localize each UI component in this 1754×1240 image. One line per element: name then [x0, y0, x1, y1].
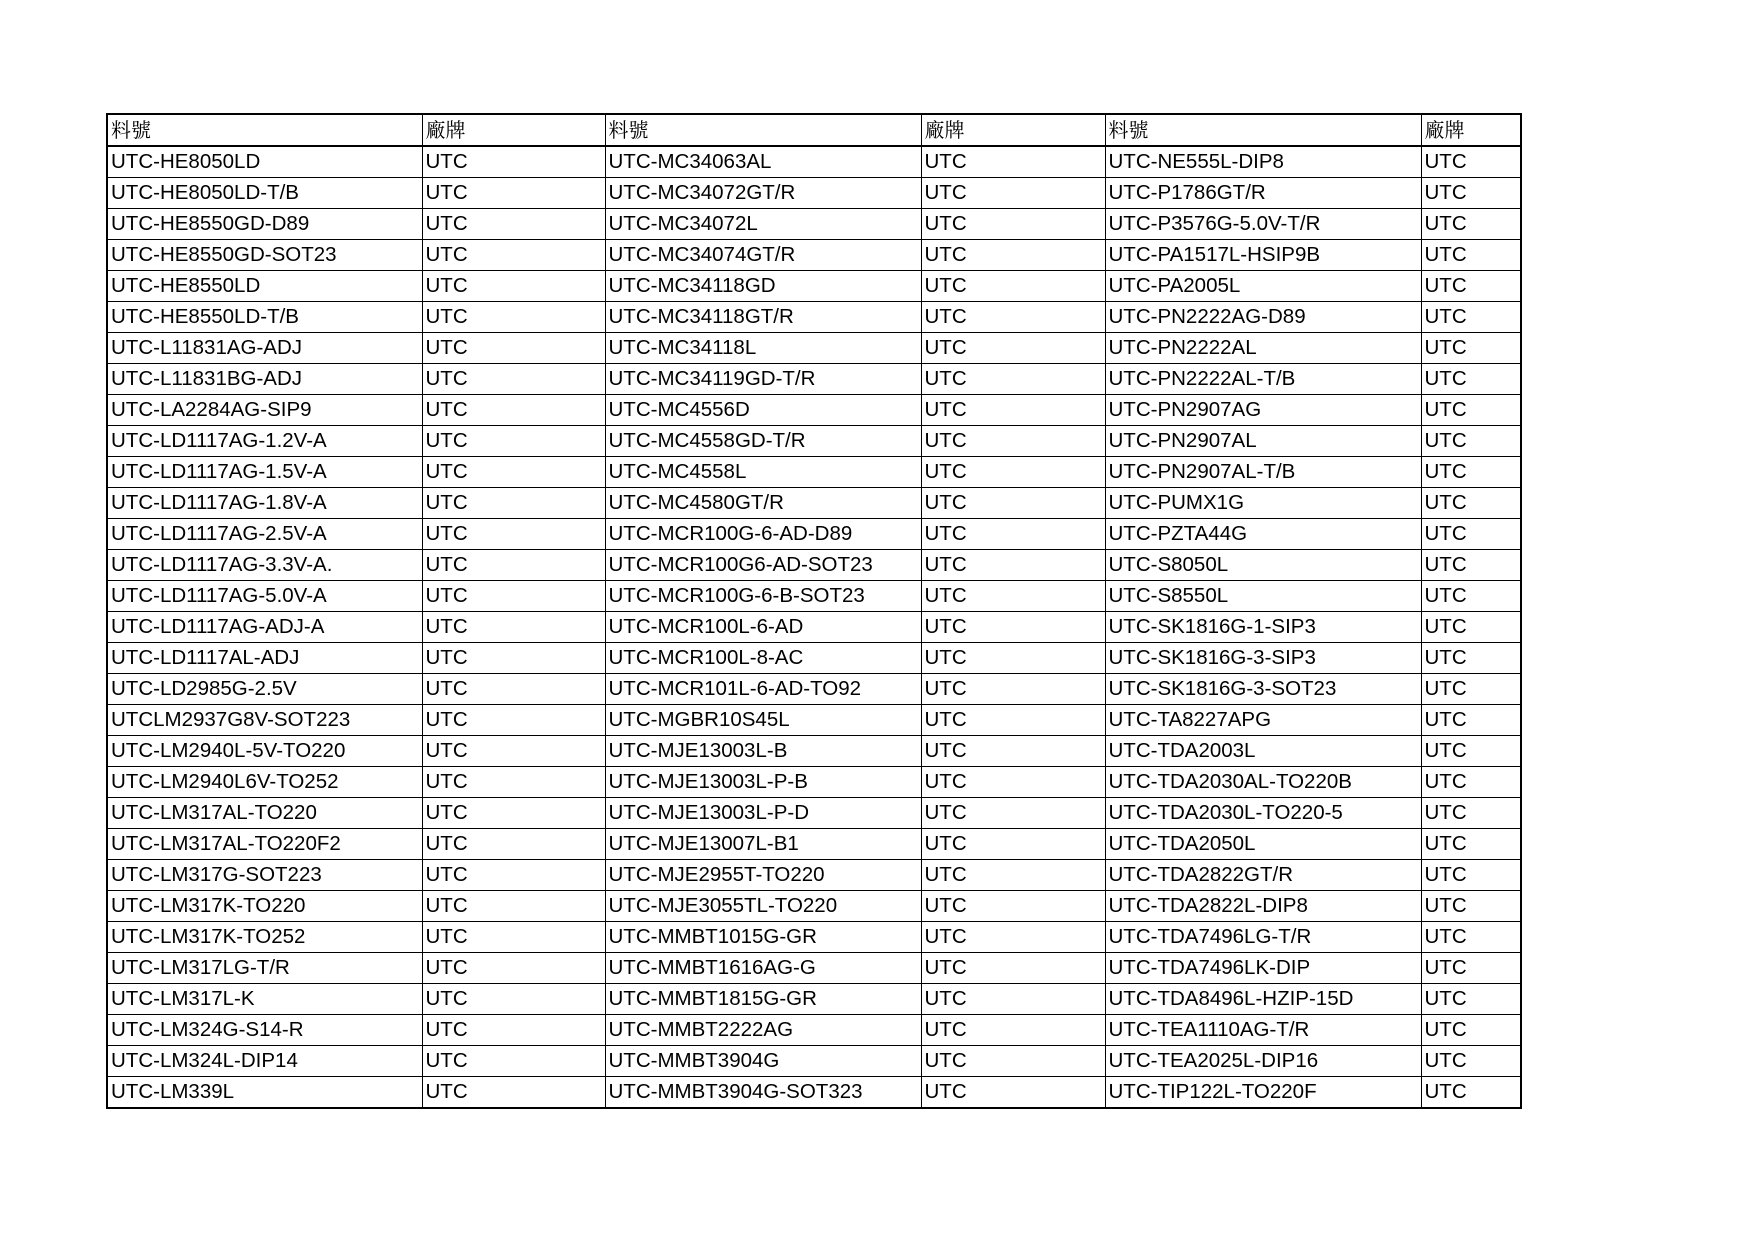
- part-number-cell: UTC-L11831BG-ADJ: [107, 364, 422, 395]
- part-number-cell: UTC-PUMX1G: [1105, 488, 1421, 519]
- brand-cell: UTC: [422, 146, 605, 178]
- brand-cell: UTC: [921, 1046, 1105, 1077]
- brand-cell: UTC: [921, 240, 1105, 271]
- part-number-cell: UTC-HE8050LD-T/B: [107, 178, 422, 209]
- brand-cell: UTC: [1421, 1046, 1521, 1077]
- brand-cell: UTC: [921, 1015, 1105, 1046]
- part-number-cell: UTC-LD1117AG-ADJ-A: [107, 612, 422, 643]
- part-number-cell: UTC-LD1117AG-1.5V-A: [107, 457, 422, 488]
- part-number-cell: UTC-MC34074GT/R: [605, 240, 921, 271]
- brand-cell: UTC: [921, 1077, 1105, 1109]
- brand-cell: UTC: [1421, 1077, 1521, 1109]
- part-number-cell: UTC-LD1117AG-2.5V-A: [107, 519, 422, 550]
- part-number-cell: UTC-TDA2822GT/R: [1105, 860, 1421, 891]
- brand-cell: UTC: [921, 271, 1105, 302]
- part-number-cell: UTC-HE8050LD: [107, 146, 422, 178]
- header-row: [107, 114, 1521, 146]
- part-number-cell: UTC-LD1117AL-ADJ: [107, 643, 422, 674]
- table-row: [107, 1015, 1521, 1046]
- part-number-cell: UTC-PN2222AG-D89: [1105, 302, 1421, 333]
- part-number-cell: UTC-LD1117AG-3.3V-A.: [107, 550, 422, 581]
- part-number-cell: UTC-MJE2955T-TO220: [605, 860, 921, 891]
- part-number-cell: UTC-TDA7496LG-T/R: [1105, 922, 1421, 953]
- brand-cell: UTC: [1421, 1015, 1521, 1046]
- brand-cell: UTC: [422, 209, 605, 240]
- table-row: [107, 240, 1521, 271]
- brand-cell: UTC: [921, 736, 1105, 767]
- table-row: [107, 643, 1521, 674]
- part-number-cell: UTC-TDA2050L: [1105, 829, 1421, 860]
- part-number-cell: UTC-TA8227APG: [1105, 705, 1421, 736]
- table-row: [107, 550, 1521, 581]
- parts-table: [106, 113, 1522, 1109]
- brand-cell: UTC: [422, 922, 605, 953]
- brand-cell: UTC: [422, 674, 605, 705]
- header-brand-2: 廠牌: [921, 114, 1105, 146]
- brand-cell: UTC: [921, 178, 1105, 209]
- brand-cell: UTC: [1421, 209, 1521, 240]
- part-number-cell: UTC-PN2907AL-T/B: [1105, 457, 1421, 488]
- part-number-cell: UTC-TDA2003L: [1105, 736, 1421, 767]
- table-row: [107, 333, 1521, 364]
- table-row: [107, 891, 1521, 922]
- part-number-cell: UTC-LM317G-SOT223: [107, 860, 422, 891]
- brand-cell: UTC: [1421, 860, 1521, 891]
- part-number-cell: UTC-MC34063AL: [605, 146, 921, 178]
- part-number-cell: UTC-MJE3055TL-TO220: [605, 891, 921, 922]
- part-number-cell: UTC-LA2284AG-SIP9: [107, 395, 422, 426]
- part-number-cell: UTC-LM317LG-T/R: [107, 953, 422, 984]
- part-number-cell: UTC-MMBT1616AG-G: [605, 953, 921, 984]
- part-number-cell: UTC-MMBT1815G-GR: [605, 984, 921, 1015]
- brand-cell: UTC: [422, 643, 605, 674]
- brand-cell: UTC: [921, 519, 1105, 550]
- header-brand-3: 廠牌: [1421, 114, 1521, 146]
- brand-cell: UTC: [1421, 767, 1521, 798]
- part-number-cell: UTC-MC4558GD-T/R: [605, 426, 921, 457]
- part-number-cell: UTC-PA2005L: [1105, 271, 1421, 302]
- brand-cell: UTC: [1421, 829, 1521, 860]
- brand-cell: UTC: [422, 395, 605, 426]
- brand-cell: UTC: [921, 488, 1105, 519]
- part-number-cell: UTC-LM339L: [107, 1077, 422, 1109]
- table-row: [107, 146, 1521, 178]
- brand-cell: UTC: [422, 798, 605, 829]
- part-number-cell: UTC-MC34119GD-T/R: [605, 364, 921, 395]
- part-number-cell: UTC-LM317K-TO252: [107, 922, 422, 953]
- table-row: [107, 178, 1521, 209]
- part-number-cell: UTC-P1786GT/R: [1105, 178, 1421, 209]
- brand-cell: UTC: [1421, 302, 1521, 333]
- brand-cell: UTC: [1421, 240, 1521, 271]
- brand-cell: UTC: [1421, 891, 1521, 922]
- part-number-cell: UTC-PA1517L-HSIP9B: [1105, 240, 1421, 271]
- parts-table-body: [107, 114, 1521, 1108]
- brand-cell: UTC: [1421, 488, 1521, 519]
- part-number-cell: UTC-MCR100L-8-AC: [605, 643, 921, 674]
- header-part-number-2: 料號: [605, 114, 921, 146]
- table-row: [107, 581, 1521, 612]
- brand-cell: UTC: [1421, 146, 1521, 178]
- table-row: [107, 488, 1521, 519]
- part-number-cell: UTC-PN2907AL: [1105, 426, 1421, 457]
- part-number-cell: UTC-MCR101L-6-AD-TO92: [605, 674, 921, 705]
- table-row: [107, 1046, 1521, 1077]
- brand-cell: UTC: [422, 984, 605, 1015]
- part-number-cell: UTC-TDA2030AL-TO220B: [1105, 767, 1421, 798]
- part-number-cell: UTC-MMBT3904G-SOT323: [605, 1077, 921, 1109]
- table-row: [107, 674, 1521, 705]
- brand-cell: UTC: [1421, 674, 1521, 705]
- brand-cell: UTC: [422, 333, 605, 364]
- part-number-cell: UTC-LM2940L6V-TO252: [107, 767, 422, 798]
- part-number-cell: UTC-MC34118GD: [605, 271, 921, 302]
- part-number-cell: UTC-MMBT2222AG: [605, 1015, 921, 1046]
- part-number-cell: UTC-PZTA44G: [1105, 519, 1421, 550]
- brand-cell: UTC: [422, 178, 605, 209]
- part-number-cell: UTC-MJE13003L-P-D: [605, 798, 921, 829]
- table-row: [107, 984, 1521, 1015]
- table-row: [107, 1077, 1521, 1109]
- part-number-cell: UTC-LM317AL-TO220: [107, 798, 422, 829]
- brand-cell: UTC: [422, 581, 605, 612]
- part-number-cell: UTC-SK1816G-3-SIP3: [1105, 643, 1421, 674]
- brand-cell: UTC: [1421, 426, 1521, 457]
- brand-cell: UTC: [422, 1046, 605, 1077]
- part-number-cell: UTC-MCR100G-6-B-SOT23: [605, 581, 921, 612]
- part-number-cell: UTC-PN2222AL-T/B: [1105, 364, 1421, 395]
- part-number-cell: UTC-LM317L-K: [107, 984, 422, 1015]
- part-number-cell: UTC-MMBT1015G-GR: [605, 922, 921, 953]
- part-number-cell: UTC-NE555L-DIP8: [1105, 146, 1421, 178]
- brand-cell: UTC: [921, 767, 1105, 798]
- brand-cell: UTC: [1421, 736, 1521, 767]
- brand-cell: UTC: [921, 581, 1105, 612]
- brand-cell: UTC: [921, 953, 1105, 984]
- part-number-cell: UTC-SK1816G-3-SOT23: [1105, 674, 1421, 705]
- table-row: [107, 395, 1521, 426]
- brand-cell: UTC: [1421, 457, 1521, 488]
- brand-cell: UTC: [422, 240, 605, 271]
- brand-cell: UTC: [1421, 333, 1521, 364]
- part-number-cell: UTC-TEA1110AG-T/R: [1105, 1015, 1421, 1046]
- brand-cell: UTC: [1421, 953, 1521, 984]
- brand-cell: UTC: [921, 798, 1105, 829]
- brand-cell: UTC: [921, 209, 1105, 240]
- part-number-cell: UTC-P3576G-5.0V-T/R: [1105, 209, 1421, 240]
- table-row: [107, 519, 1521, 550]
- part-number-cell: UTC-MJE13007L-B1: [605, 829, 921, 860]
- brand-cell: UTC: [422, 488, 605, 519]
- part-number-cell: UTC-MC34118L: [605, 333, 921, 364]
- part-number-cell: UTC-LD1117AG-1.2V-A: [107, 426, 422, 457]
- brand-cell: UTC: [422, 767, 605, 798]
- brand-cell: UTC: [921, 891, 1105, 922]
- brand-cell: UTC: [1421, 984, 1521, 1015]
- part-number-cell: UTC-TDA8496L-HZIP-15D: [1105, 984, 1421, 1015]
- brand-cell: UTC: [422, 364, 605, 395]
- table-row: [107, 302, 1521, 333]
- part-number-cell: UTC-PN2222AL: [1105, 333, 1421, 364]
- brand-cell: UTC: [422, 953, 605, 984]
- brand-cell: UTC: [1421, 581, 1521, 612]
- brand-cell: UTC: [921, 146, 1105, 178]
- part-number-cell: UTC-LM317AL-TO220F2: [107, 829, 422, 860]
- part-number-cell: UTC-MCR100G-6-AD-D89: [605, 519, 921, 550]
- part-number-cell: UTC-MJE13003L-B: [605, 736, 921, 767]
- part-number-cell: UTC-HE8550LD-T/B: [107, 302, 422, 333]
- brand-cell: UTC: [921, 302, 1105, 333]
- part-number-cell: UTC-MJE13003L-P-B: [605, 767, 921, 798]
- table-row: [107, 426, 1521, 457]
- part-number-cell: UTC-LM2940L-5V-TO220: [107, 736, 422, 767]
- brand-cell: UTC: [422, 302, 605, 333]
- part-number-cell: UTC-MCR100G6-AD-SOT23: [605, 550, 921, 581]
- header-part-number-3: 料號: [1105, 114, 1421, 146]
- brand-cell: UTC: [1421, 178, 1521, 209]
- brand-cell: UTC: [921, 426, 1105, 457]
- brand-cell: UTC: [921, 922, 1105, 953]
- brand-cell: UTC: [1421, 705, 1521, 736]
- brand-cell: UTC: [921, 457, 1105, 488]
- brand-cell: UTC: [921, 550, 1105, 581]
- part-number-cell: UTC-TEA2025L-DIP16: [1105, 1046, 1421, 1077]
- brand-cell: UTC: [921, 612, 1105, 643]
- brand-cell: UTC: [422, 519, 605, 550]
- part-number-cell: UTC-MC34118GT/R: [605, 302, 921, 333]
- brand-cell: UTC: [1421, 395, 1521, 426]
- table-row: [107, 860, 1521, 891]
- part-number-cell: UTC-TDA2030L-TO220-5: [1105, 798, 1421, 829]
- brand-cell: UTC: [422, 1015, 605, 1046]
- brand-cell: UTC: [422, 1077, 605, 1109]
- table-row: [107, 767, 1521, 798]
- part-number-cell: UTC-TDA2822L-DIP8: [1105, 891, 1421, 922]
- brand-cell: UTC: [422, 736, 605, 767]
- brand-cell: UTC: [921, 829, 1105, 860]
- part-number-cell: UTC-MC34072L: [605, 209, 921, 240]
- table-row: [107, 209, 1521, 240]
- brand-cell: UTC: [1421, 798, 1521, 829]
- brand-cell: UTC: [921, 860, 1105, 891]
- part-number-cell: UTC-TIP122L-TO220F: [1105, 1077, 1421, 1109]
- brand-cell: UTC: [422, 612, 605, 643]
- part-number-cell: UTC-LD1117AG-5.0V-A: [107, 581, 422, 612]
- table-row: [107, 829, 1521, 860]
- table-row: [107, 953, 1521, 984]
- brand-cell: UTC: [422, 860, 605, 891]
- brand-cell: UTC: [1421, 550, 1521, 581]
- brand-cell: UTC: [422, 426, 605, 457]
- brand-cell: UTC: [1421, 364, 1521, 395]
- header-part-number-1: 料號: [107, 114, 422, 146]
- part-number-cell: UTC-SK1816G-1-SIP3: [1105, 612, 1421, 643]
- brand-cell: UTC: [1421, 519, 1521, 550]
- part-number-cell: UTC-LM324L-DIP14: [107, 1046, 422, 1077]
- header-brand-1: 廠牌: [422, 114, 605, 146]
- table-row: [107, 798, 1521, 829]
- brand-cell: UTC: [921, 333, 1105, 364]
- part-number-cell: UTC-LM324G-S14-R: [107, 1015, 422, 1046]
- table-row: [107, 271, 1521, 302]
- part-number-cell: UTC-HE8550GD-SOT23: [107, 240, 422, 271]
- table-row: [107, 612, 1521, 643]
- part-number-cell: UTC-TDA7496LK-DIP: [1105, 953, 1421, 984]
- brand-cell: UTC: [422, 550, 605, 581]
- part-number-cell: UTC-MC34072GT/R: [605, 178, 921, 209]
- table-row: [107, 705, 1521, 736]
- part-number-cell: UTC-S8550L: [1105, 581, 1421, 612]
- part-number-cell: UTC-MCR100L-6-AD: [605, 612, 921, 643]
- brand-cell: UTC: [422, 829, 605, 860]
- brand-cell: UTC: [1421, 922, 1521, 953]
- part-number-cell: UTCLM2937G8V-SOT223: [107, 705, 422, 736]
- table-row: [107, 364, 1521, 395]
- part-number-cell: UTC-MC4580GT/R: [605, 488, 921, 519]
- part-number-cell: UTC-MMBT3904G: [605, 1046, 921, 1077]
- brand-cell: UTC: [1421, 643, 1521, 674]
- brand-cell: UTC: [1421, 612, 1521, 643]
- table-row: [107, 457, 1521, 488]
- part-number-cell: UTC-MC4556D: [605, 395, 921, 426]
- brand-cell: UTC: [921, 984, 1105, 1015]
- part-number-cell: UTC-HE8550LD: [107, 271, 422, 302]
- table-row: [107, 922, 1521, 953]
- brand-cell: UTC: [422, 705, 605, 736]
- part-number-cell: UTC-LD1117AG-1.8V-A: [107, 488, 422, 519]
- part-number-cell: UTC-MC4558L: [605, 457, 921, 488]
- part-number-cell: UTC-LD2985G-2.5V: [107, 674, 422, 705]
- part-number-cell: UTC-HE8550GD-D89: [107, 209, 422, 240]
- brand-cell: UTC: [422, 271, 605, 302]
- brand-cell: UTC: [1421, 271, 1521, 302]
- brand-cell: UTC: [921, 705, 1105, 736]
- brand-cell: UTC: [921, 643, 1105, 674]
- part-number-cell: UTC-PN2907AG: [1105, 395, 1421, 426]
- table-row: [107, 736, 1521, 767]
- brand-cell: UTC: [422, 891, 605, 922]
- brand-cell: UTC: [921, 674, 1105, 705]
- part-number-cell: UTC-L11831AG-ADJ: [107, 333, 422, 364]
- part-number-cell: UTC-MGBR10S45L: [605, 705, 921, 736]
- part-number-cell: UTC-LM317K-TO220: [107, 891, 422, 922]
- part-number-cell: UTC-S8050L: [1105, 550, 1421, 581]
- brand-cell: UTC: [921, 395, 1105, 426]
- brand-cell: UTC: [921, 364, 1105, 395]
- brand-cell: UTC: [422, 457, 605, 488]
